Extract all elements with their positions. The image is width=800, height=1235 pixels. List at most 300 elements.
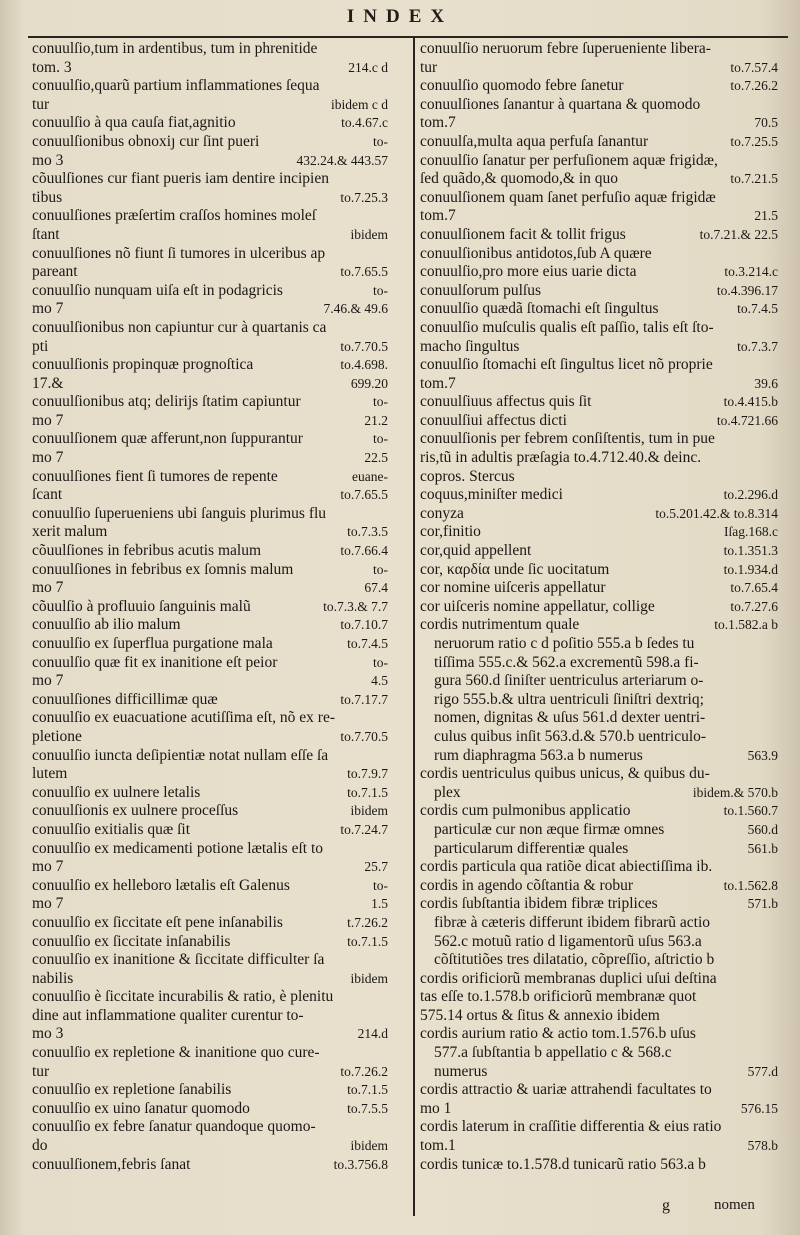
entry-text: conuulſio ex uulnere letalis (32, 783, 201, 801)
entry-reference (772, 951, 778, 970)
entry-reference: Iſag.168.c (724, 524, 778, 540)
index-entry-line (32, 672, 388, 691)
index-entry-line (32, 152, 388, 171)
index-entry-line (32, 77, 388, 96)
index-entry-line (32, 728, 388, 747)
index-entry-line (32, 579, 388, 598)
entry-reference (772, 933, 778, 952)
entry-reference (382, 840, 388, 859)
entry-text: conuulſio ex ſiccitate inſanabilis (32, 932, 231, 950)
index-entry-line (420, 226, 778, 245)
entry-text: cor,quid appellent (420, 542, 532, 560)
index-entry-line (420, 1025, 778, 1044)
entry-reference: to.7.17.7 (340, 691, 388, 707)
index-entry-line (420, 375, 778, 394)
entry-text: cõſtitutiões tres dilatatio, cõpreſſio, aſtrictio b (434, 951, 715, 969)
entry-text: conuulſio,pro more eius uarie dicta (420, 263, 637, 281)
entry-reference: to.2.296.d (723, 487, 778, 503)
entry-reference: to- (373, 133, 388, 149)
entry-text: conuulſiones ſanantur à quartana & quomodo (420, 95, 701, 113)
entry-reference: ibidem.& 570.b (692, 784, 778, 800)
entry-text: tur (32, 1062, 50, 1080)
entry-text: cor nomine uiſceris appellatur (420, 579, 606, 597)
index-entry-line (32, 542, 388, 561)
entry-reference: to.5.201.42.& to.8.314 (655, 505, 778, 521)
index-entry-line (420, 561, 778, 580)
entry-text: conuulſionis ex uulnere proceſſus (32, 802, 239, 820)
entry-text: conuulſio ex repletione ſanabilis (32, 1081, 232, 1099)
entry-reference (772, 1156, 778, 1175)
index-entry-line (32, 877, 388, 896)
entry-text: conuulſionem facit & tollit frigus (420, 225, 626, 243)
entry-text: conuulſio quædã ſtomachi eſt ſingultus (420, 300, 659, 318)
index-entry-line (32, 1118, 388, 1137)
entry-reference (772, 1118, 778, 1137)
entry-reference: 214.d (357, 1026, 388, 1042)
entry-reference: to.3.214.c (724, 264, 778, 280)
index-entry-line (420, 338, 778, 357)
entry-reference (772, 728, 778, 747)
index-entry-line (32, 430, 388, 449)
entry-text: cordis orificiorũ membranas duplici uſui deſtina (420, 969, 717, 987)
index-entry-line (32, 468, 388, 487)
entry-reference (772, 449, 778, 468)
index-entry-line (32, 356, 388, 375)
entry-text: conuulſiones in febribus ex ſomnis malum (32, 560, 294, 578)
index-entry-line (32, 654, 388, 673)
entry-reference (382, 207, 388, 226)
entry-text: ſtant (32, 225, 60, 243)
entry-reference: 563.9 (747, 747, 778, 763)
entry-text: tom. 3 (32, 58, 72, 76)
entry-reference: to- (373, 431, 388, 447)
entry-reference: 699.20 (350, 375, 388, 391)
entry-reference (772, 988, 778, 1007)
index-entry-line (420, 486, 778, 505)
entry-reference (382, 951, 388, 970)
entry-text: cordis in agendo cõſtantia & robur (420, 876, 634, 894)
entry-reference: t.7.26.2 (347, 914, 388, 930)
entry-reference (382, 245, 388, 264)
entry-text: conuulſio à qua cauſa fiat,agnitio (32, 114, 236, 132)
entry-reference: to.7.21.5 (730, 171, 778, 187)
entry-reference: to.4.721.66 (716, 412, 778, 428)
index-entry-line (420, 951, 778, 970)
entry-text: conuulſio nunquam uiſa eſt in podagricis (32, 281, 283, 299)
entry-reference: to.7.9.7 (347, 766, 388, 782)
index-entry-line (420, 282, 778, 301)
entry-reference: to.1.582.a b (714, 617, 778, 633)
entry-reference: to.7.1.5 (347, 784, 388, 800)
entry-reference (382, 988, 388, 1007)
index-entry-line (420, 393, 778, 412)
entry-text: conuulſionibus atq; delirijs ſtatim capiuntur (32, 393, 301, 411)
entry-text: conuulſiones nõ fiunt ſi tumores in ulceribus ap (32, 244, 326, 262)
entry-text: ſed quãdo,& quomodo,& in quo (420, 170, 619, 188)
entry-text: 577.a ſubſtantia b appellatio c & 568.c (434, 1044, 672, 1062)
entry-text: pareant (32, 263, 78, 281)
entry-text: fibræ à cæteris differunt ibidem fibrarũ actio (434, 913, 711, 931)
entry-text: conuulſionibus antidotos,ſub A quære (420, 244, 652, 262)
index-entry-line (32, 505, 388, 524)
entry-reference: to.7.27.6 (730, 598, 778, 614)
entry-reference: to.7.3.7 (737, 338, 778, 354)
entry-text: mo 7 (32, 858, 64, 876)
entry-reference: to.7.3.5 (347, 524, 388, 540)
entry-reference (382, 1007, 388, 1026)
entry-reference: to.7.66.4 (340, 543, 388, 559)
entry-text: cordis particula qua ratiõe dicat abiectiſſima ib. (420, 858, 713, 876)
index-entry-line (32, 1063, 388, 1082)
index-entry-line (420, 300, 778, 319)
entry-text: cor, καρδία unde ſic uocitatum (420, 560, 610, 578)
entry-reference: to.7.25.3 (340, 189, 388, 205)
index-entry-line (32, 319, 388, 338)
entry-reference: to.7.65.5 (340, 264, 388, 280)
entry-reference (772, 672, 778, 691)
index-entry-line (32, 486, 388, 505)
index-entry-line (32, 245, 388, 264)
entry-text: ſcant (32, 486, 63, 504)
index-column-left (32, 40, 388, 1174)
entry-text: do (32, 1137, 48, 1155)
index-entry-line (32, 914, 388, 933)
index-entry-line (32, 96, 388, 115)
index-entry-line (420, 59, 778, 78)
entry-reference: to.1.562.8 (723, 877, 778, 893)
entry-text: conuulſiones præſertim craſſos homines moleſ (32, 207, 317, 225)
entry-reference: ibidem (350, 226, 388, 242)
entry-reference (772, 654, 778, 673)
entry-reference (772, 858, 778, 877)
index-entry-line (420, 1156, 778, 1175)
entry-reference: to- (373, 282, 388, 298)
entry-text: conuulſiones fient ſi tumores de repente (32, 467, 278, 485)
index-entry-line (420, 988, 778, 1007)
entry-text: mo 7 (32, 895, 64, 913)
entry-text: conuulſio ex medicamenti potione lætalis eſt to (32, 839, 323, 857)
entry-text: conuulſio muſculis qualis eſt paſſio, talis eſt ſto- (420, 318, 714, 336)
entry-reference (382, 747, 388, 766)
index-entry-line (420, 114, 778, 133)
entry-text: tur (420, 58, 438, 76)
entry-reference: 578.b (747, 1138, 778, 1154)
entry-reference: to.7.1.5 (347, 933, 388, 949)
index-entry-line (32, 747, 388, 766)
entry-text: mo 7 (32, 300, 64, 318)
index-entry-line (420, 412, 778, 431)
entry-reference (772, 245, 778, 264)
entry-text: lutem (32, 765, 68, 783)
entry-text: rum diaphragma 563.a b numerus (434, 746, 643, 764)
entry-text: cor,finitio (420, 523, 481, 541)
index-entry-line (420, 189, 778, 208)
index-entry-line (32, 561, 388, 580)
index-entry-line (32, 709, 388, 728)
index-column-right (420, 40, 778, 1174)
entry-text: conuulſio,quarũ partium inflammationes ſequa (32, 77, 320, 95)
entry-text: pletione (32, 727, 82, 745)
index-entry-line (32, 263, 388, 282)
index-entry-line (32, 840, 388, 859)
index-entry-line (420, 598, 778, 617)
entry-text: conuulſionem quæ afferunt,non ſuppurantur (32, 430, 303, 448)
entry-text: conuulſio ſtomachi eſt ſingultus licet nõ proprie (420, 356, 713, 374)
entry-reference: to.4.698. (340, 357, 388, 373)
entry-reference: 67.4 (364, 580, 388, 596)
entry-reference: to.7.21.& 22.5 (699, 226, 778, 242)
entry-text: nomen, dignitas & uſus 561.d dexter uentri- (434, 709, 706, 727)
index-entry-line (32, 821, 388, 840)
index-entry-line (32, 691, 388, 710)
entry-reference: 214.c d (348, 59, 388, 75)
entry-reference (772, 96, 778, 115)
index-entry-line (420, 970, 778, 989)
index-entry-line (32, 1137, 388, 1156)
entry-reference: to.7.24.7 (340, 821, 388, 837)
entry-reference (382, 40, 388, 59)
entry-reference (772, 691, 778, 710)
entry-reference: 4.5 (371, 673, 388, 689)
signature-mark: g (662, 1197, 670, 1214)
entry-reference (772, 189, 778, 208)
index-entry-line (32, 114, 388, 133)
entry-text: tiſſima 555.c.& 562.a excrementũ 598.a fi- (434, 653, 699, 671)
entry-text: 562.c motuũ ratio d ligamentorũ uſus 563.a (434, 932, 702, 950)
index-entry-line (32, 951, 388, 970)
index-entry-line (32, 412, 388, 431)
entry-text: conuulſio neruorum febre ſuperueniente libera- (420, 40, 711, 57)
entry-text: cõuulſiones in febribus acutis malum (32, 542, 262, 560)
index-entry-line (32, 784, 388, 803)
entry-text: conuulſio ex febre ſanatur quandoque quomo- (32, 1118, 316, 1136)
index-entry-line (420, 709, 778, 728)
entry-text: conuulſio quomodo febre ſanetur (420, 77, 624, 95)
entry-reference (772, 765, 778, 784)
index-entry-line (32, 449, 388, 468)
index-entry-line (420, 821, 778, 840)
index-entry-line (420, 1100, 778, 1119)
entry-text: cordis aurium ratio & actio tom.1.576.b uſus (420, 1025, 696, 1043)
index-entry-line (420, 672, 778, 691)
index-entry-line (420, 1063, 778, 1082)
entry-reference: to.7.65.4 (730, 580, 778, 596)
entry-reference: to.7.1.5 (347, 1082, 388, 1098)
entry-text: conuulſorum pulſus (420, 281, 541, 299)
entry-reference: 70.5 (754, 115, 778, 131)
entry-text: mo 7 (32, 579, 64, 597)
index-entry-line (32, 300, 388, 319)
index-entry-line (32, 523, 388, 542)
index-entry-line (32, 598, 388, 617)
entry-text: 17.& (32, 374, 64, 392)
column-divider (413, 36, 415, 1216)
entry-reference: 432.24.& 443.57 (296, 152, 388, 168)
entry-reference (382, 319, 388, 338)
entry-reference: to.1.934.d (723, 561, 778, 577)
entry-text: numerus (434, 1062, 488, 1080)
entry-text: plex (434, 783, 461, 801)
entry-text: conuulſio iuncta deſipientiæ notat nullam eſſe ſa (32, 746, 329, 764)
index-entry-line (420, 449, 778, 468)
index-entry-line (32, 170, 388, 189)
entry-text: ris,tũ in adultis præſagia to.4.712.40.& deinc. (420, 449, 702, 467)
index-entry-line (32, 189, 388, 208)
index-entry-line (32, 207, 388, 226)
entry-reference: to.7.26.2 (340, 1063, 388, 1079)
entry-text: cõuulſiones cur fiant pueris iam dentire incipien (32, 170, 329, 188)
index-entry-line (420, 430, 778, 449)
index-entry-line (32, 133, 388, 152)
entry-reference: to.1.560.7 (723, 803, 778, 819)
entry-reference (772, 1081, 778, 1100)
entry-text: conuulſio è ſiccitate incurabilis & ratio, è plenitu (32, 988, 334, 1006)
entry-text: macho ſingultus (420, 337, 520, 355)
index-entry-line (420, 579, 778, 598)
entry-reference (772, 1044, 778, 1063)
entry-reference: to.4.67.c (341, 115, 388, 131)
entry-reference (772, 468, 778, 487)
entry-text: cordis nutrimentum quale (420, 616, 580, 634)
entry-text: cordis tunicæ to.1.578.d tunicarũ ratio 563.a b (420, 1155, 706, 1173)
entry-reference: to.4.415.b (723, 394, 778, 410)
entry-reference: to.7.65.5 (340, 487, 388, 503)
index-entry-line (32, 1156, 388, 1175)
entry-text: particulæ cur non æque firmæ omnes (434, 820, 665, 838)
index-entry-line (420, 840, 778, 859)
index-entry-line (420, 319, 778, 338)
entry-text: cor uiſceris nomine appellatur, collige (420, 597, 655, 615)
entry-text: culus quibus inſit 563.d.& 570.b uentriculo- (434, 727, 707, 745)
index-entry-line (420, 616, 778, 635)
entry-reference (772, 635, 778, 654)
index-entry-line (32, 616, 388, 635)
entry-text: neruorum ratio c d poſitio 555.a b ſedes tu (434, 635, 695, 652)
entry-text: conuulſio ex inanitione & ſiccitate difficulter ſa (32, 951, 325, 969)
entry-reference: to.7.4.5 (737, 301, 778, 317)
index-entry-line (420, 356, 778, 375)
entry-reference (772, 430, 778, 449)
entry-reference: to.7.26.2 (730, 78, 778, 94)
entry-text: conuulſio ab ilio malum (32, 616, 181, 634)
index-entry-line (32, 282, 388, 301)
entry-reference: to- (373, 561, 388, 577)
index-entry-line (32, 338, 388, 357)
entry-text: conuulſiui affectus dicti (420, 411, 567, 429)
entry-text: conuulſionem,febris ſanat (32, 1155, 191, 1173)
index-entry-line (32, 59, 388, 78)
entry-text: 575.14 ortus & ſitus & annexio ibidem (420, 1006, 660, 1024)
entry-text: mo 7 (32, 672, 64, 690)
entry-reference: 577.d (747, 1063, 778, 1079)
entry-reference: to.7.25.5 (730, 133, 778, 149)
index-entry-line (420, 505, 778, 524)
entry-text: conuulſa,multa aqua perfuſa ſanantur (420, 132, 649, 150)
index-entry-line (32, 765, 388, 784)
index-entry-line (32, 933, 388, 952)
index-entry-line (420, 245, 778, 264)
entry-text: mo 1 (420, 1099, 452, 1117)
index-entry-line (32, 1025, 388, 1044)
entry-text: conuulſio ex helleboro lætalis eſt Galenus (32, 876, 290, 894)
index-entry-line (32, 1081, 388, 1100)
entry-reference (772, 319, 778, 338)
entry-reference (382, 1044, 388, 1063)
entry-text: particularum differentiæ quales (434, 839, 629, 857)
entry-reference: to- (373, 877, 388, 893)
entry-reference: to.7.70.5 (340, 728, 388, 744)
index-entry-line (32, 393, 388, 412)
entry-reference: 21.5 (754, 208, 778, 224)
index-entry-line (420, 96, 778, 115)
entry-reference: to.7.5.5 (347, 1100, 388, 1116)
entry-reference: to.1.351.3 (723, 543, 778, 559)
entry-text: gura 560.d ſiniſter uentriculus arteriarum o- (434, 672, 704, 690)
entry-text: dine aut inflammatione qualiter curentur to- (32, 1006, 304, 1024)
entry-reference: to.7.3.& 7.7 (323, 598, 388, 614)
entry-text: mo 7 (32, 411, 64, 429)
index-entry-line (420, 728, 778, 747)
entry-text: pti (32, 337, 49, 355)
entry-reference: to- (373, 394, 388, 410)
index-entry-line (420, 207, 778, 226)
header-rule (28, 36, 788, 38)
running-head: INDEX (346, 6, 454, 27)
entry-text: conuulſionis per febrem conſiſtentis, tum in pue (420, 430, 715, 448)
entry-reference: to.7.70.5 (340, 338, 388, 354)
entry-text: conuulſio ex ſuperflua purgatione mala (32, 635, 273, 652)
index-entry-line (32, 635, 388, 654)
entry-reference: to.4.396.17 (716, 282, 778, 298)
entry-reference: euane- (352, 468, 388, 484)
index-entry-line (420, 802, 778, 821)
index-entry-line (420, 1044, 778, 1063)
entry-reference (772, 970, 778, 989)
entry-reference: to.7.10.7 (340, 617, 388, 633)
index-entry-line (32, 226, 388, 245)
index-entry-line (420, 170, 778, 189)
entry-reference: ibidem (350, 803, 388, 819)
index-entry-line (32, 858, 388, 877)
entry-text: coquus,miniſter medici (420, 486, 563, 504)
entry-text: conuulſionis propinquæ prognoſtica (32, 356, 254, 374)
index-entry-line (32, 802, 388, 821)
entry-reference: 7.46.& 49.6 (323, 301, 388, 317)
index-entry-line (420, 654, 778, 673)
entry-text: tibus (32, 188, 63, 206)
entry-reference (772, 152, 778, 171)
entry-reference (772, 40, 778, 59)
entry-text: conuulſio ex uino ſanatur quomodo (32, 1099, 250, 1117)
index-entry-line (420, 747, 778, 766)
index-entry-line (32, 1044, 388, 1063)
entry-reference: to- (373, 654, 388, 670)
entry-text: tom.7 (420, 207, 456, 225)
entry-reference: 39.6 (754, 375, 778, 391)
entry-reference (772, 709, 778, 728)
entry-text: conuulſiuus affectus quis ſit (420, 393, 592, 411)
entry-text: conuulſionibus non capiuntur cur à quartanis ca (32, 318, 327, 336)
index-entry-line (420, 133, 778, 152)
entry-text: rigo 555.b.& ultra uentriculi ſiniſtri dextriq; (434, 690, 704, 708)
entry-text: conuulſio ſanatur per perfuſionem aquæ frigidæ, (420, 151, 718, 169)
entry-text: tur (32, 95, 50, 113)
index-entry-line (32, 1100, 388, 1119)
entry-reference: ibidem (350, 970, 388, 986)
catchword: nomen (714, 1197, 755, 1213)
entry-text: conuulſio,tum in ardentibus, tum in phrenitide (32, 40, 318, 57)
entry-text: conuulſio exitialis quæ ſit (32, 820, 191, 838)
